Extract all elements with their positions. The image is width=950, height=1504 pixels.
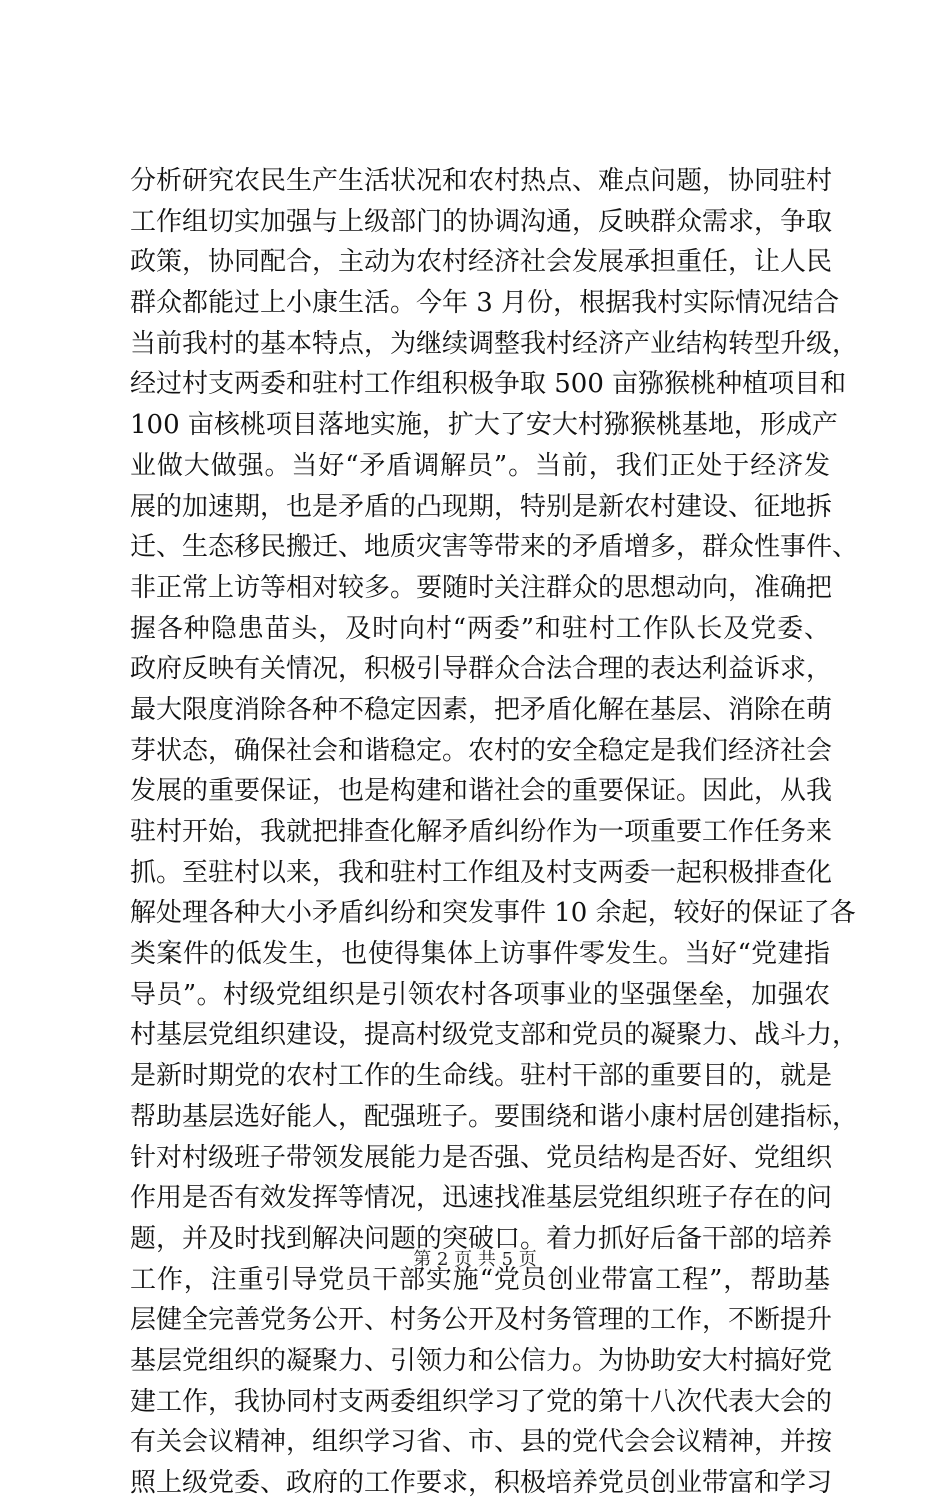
text-line: 建工作，我协同村支两委组织学习了党的第十八次代表大会的	[130, 1386, 833, 1417]
text-line: 分析研究农民生产生活状况和农村热点、难点问题，协同驻村	[130, 166, 833, 196]
text-line: 发展的重要保证，也是构建和谐社会的重要保证。因此，从我	[130, 776, 833, 807]
page-footer: 第 2 页 共 5 页	[413, 1249, 537, 1270]
text-line: 政府反映有关情况，积极引导群众合法合理的表达利益诉求，	[130, 654, 833, 685]
body-paragraph	[130, 161, 859, 1504]
text-line: 展的加速期，也是矛盾的凸现期，特别是新农村建设、征地拆	[130, 491, 833, 522]
text-line: 村基层党组织建设，提高村级党支部和党员的凝聚力、战斗力，	[130, 1020, 859, 1051]
text-line: 有关会议精神，组织学习省、市、县的党代会会议精神，并按	[130, 1427, 833, 1458]
text-line: 当前我村的基本特点，为继续调整我村经济产业结构转型升级，	[130, 328, 859, 359]
text-line: 迁、生态移民搬迁、地质灾害等带来的矛盾增多，群众性事件、	[130, 532, 859, 563]
text-line: 经过村支两委和驻村工作组积极争取 500 亩猕猴桃种植项目和	[130, 369, 847, 400]
text-line: 是新时期党的农村工作的生命线。驻村干部的重要目的，就是	[130, 1061, 833, 1092]
text-line: 照上级党委、政府的工作要求，积极培养党员创业带富和学习	[130, 1468, 833, 1498]
text-line: 业做大做强。当好“矛盾调解员”。当前，我们正处于经济发	[130, 450, 830, 481]
text-line: 帮助基层选好能人，配强班子。要围绕和谐小康村居创建指标，	[130, 1101, 859, 1132]
text-line: 基层党组织的凝聚力、引领力和公信力。为协助安大村搞好党	[130, 1345, 833, 1376]
text-line: 工作组切实加强与上级部门的协调沟通，反映群众需求，争取	[130, 206, 833, 237]
text-line: 题，并及时找到解决问题的突破口。着力抓好后备干部的培养	[130, 1223, 833, 1254]
text-line: 解处理各种大小矛盾纠纷和突发事件 10 余起，较好的保证了各	[130, 898, 856, 929]
text-line: 抓。至驻村以来，我和驻村工作组及村支两委一起积极排查化	[130, 857, 833, 888]
text-line: 工作，注重引导党员干部实施“党员创业带富工程”，帮助基	[130, 1264, 830, 1295]
text-line: 非正常上访等相对较多。要随时关注群众的思想动向，准确把	[130, 572, 833, 603]
text-line: 最大限度消除各种不稳定因素，把矛盾化解在基层、消除在萌	[130, 694, 833, 725]
text-line: 芽状态，确保社会和谐稳定。农村的安全稳定是我们经济社会	[130, 735, 833, 766]
text-line: 导员”。村级党组织是引领农村各项事业的坚强堡垒，加强农	[130, 979, 830, 1010]
text-line: 针对村级班子带领发展能力是否强、党员结构是否好、党组织	[130, 1142, 833, 1173]
text-line: 驻村开始，我就把排查化解矛盾纠纷作为一项重要工作任务来	[130, 817, 833, 847]
text-line: 层健全完善党务公开、村务公开及村务管理的工作，不断提升	[130, 1305, 833, 1336]
text-line: 类案件的低发生，也使得集体上访事件零发生。当好“党建指	[130, 939, 830, 970]
text-line: 握各种隐患苗头，及时向村“两委”和驻村工作队长及党委、	[130, 613, 830, 644]
text-line: 政策，协同配合，主动为农村经济社会发展承担重任，让人民	[130, 247, 833, 278]
text-line: 作用是否有效发挥等情况，迅速找准基层党组织班子存在的问	[130, 1183, 833, 1214]
text-line: 100 亩核桃项目落地实施，扩大了安大村猕猴桃基地，形成产	[130, 410, 838, 441]
text-line: 群众都能过上小康生活。今年 3 月份，根据我村实际情况结合	[130, 288, 840, 319]
